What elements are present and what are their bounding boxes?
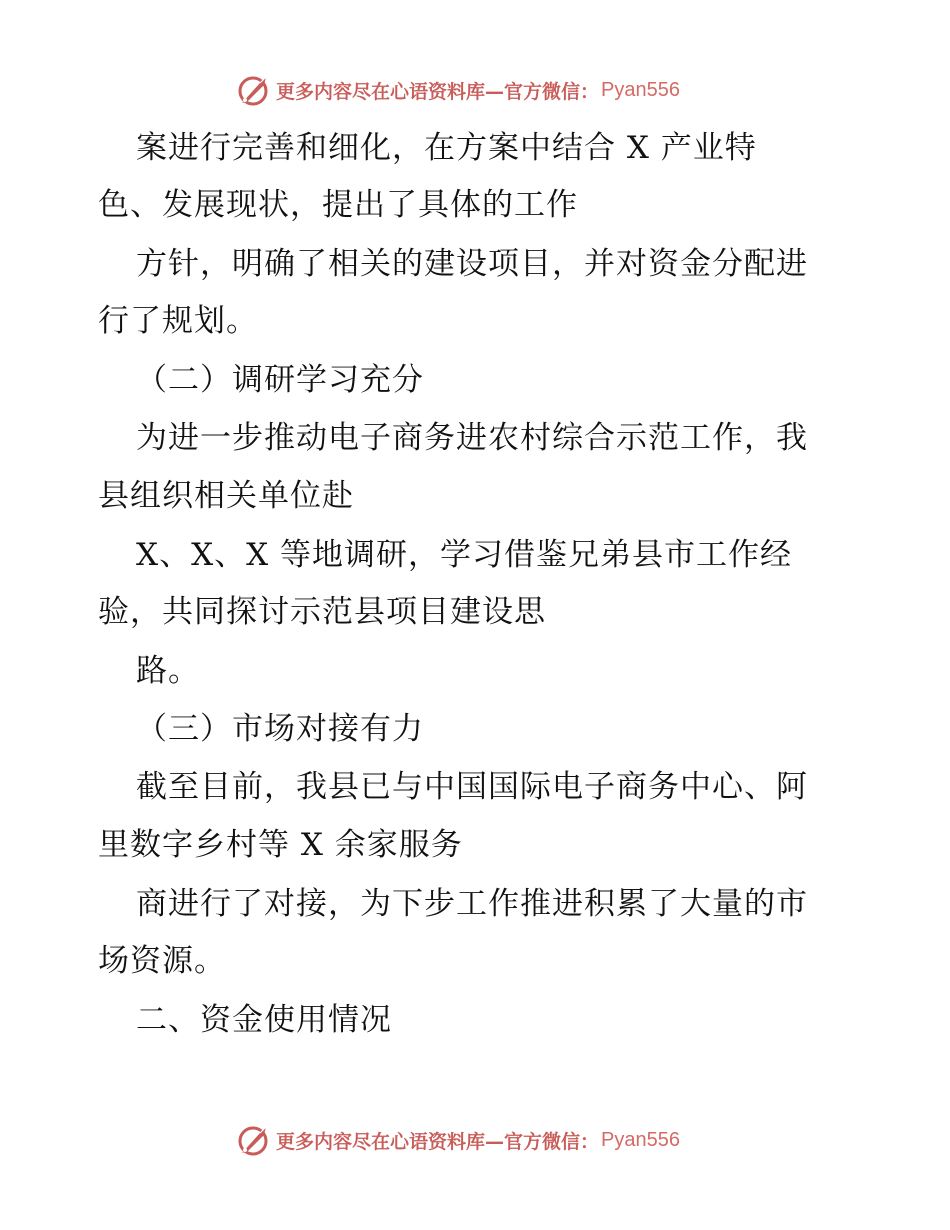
watermark-wechat-id: Pyan556 bbox=[601, 1128, 680, 1151]
section-heading: （二）调研学习充分 bbox=[136, 362, 424, 398]
quill-pen-logo-icon bbox=[236, 1123, 270, 1157]
text-line: 场资源。 bbox=[98, 943, 226, 979]
quill-pen-logo-icon bbox=[236, 73, 270, 107]
text-line: 里数字乡村等 X 余家服务 bbox=[98, 827, 463, 863]
watermark-text: 更多内容尽在心语资料库—官方微信： bbox=[276, 80, 600, 103]
text-line: 县组织相关单位赴 bbox=[98, 478, 354, 514]
text-line: 色、发展现状，提出了具体的工作 bbox=[98, 187, 578, 223]
section-heading: 二、资金使用情况 bbox=[136, 1002, 392, 1038]
text-line: 方针，明确了相关的建设项目，并对资金分配进 bbox=[136, 246, 808, 282]
watermark-text: 更多内容尽在心语资料库—官方微信： bbox=[276, 1130, 600, 1153]
section-heading: （三）市场对接有力 bbox=[136, 711, 424, 747]
text-line: 路。 bbox=[136, 653, 200, 689]
text-line: 行了规划。 bbox=[98, 303, 258, 339]
text-line: 案进行完善和细化，在方案中结合 X 产业特 bbox=[136, 130, 757, 166]
text-line: 商进行了对接，为下步工作推进积累了大量的市 bbox=[136, 886, 808, 922]
text-line: 为进一步推动电子商务进农村综合示范工作，我 bbox=[136, 420, 808, 456]
watermark-wechat-id: Pyan556 bbox=[601, 78, 680, 101]
watermark-header bbox=[236, 72, 680, 108]
text-line: 截至目前，我县已与中国国际电子商务中心、阿 bbox=[136, 769, 808, 805]
watermark-footer bbox=[236, 1122, 680, 1158]
text-line: 验，共同探讨示范县项目建设思 bbox=[98, 594, 546, 630]
text-line: X、X、X 等地调研，学习借鉴兄弟县市工作经 bbox=[136, 537, 793, 573]
